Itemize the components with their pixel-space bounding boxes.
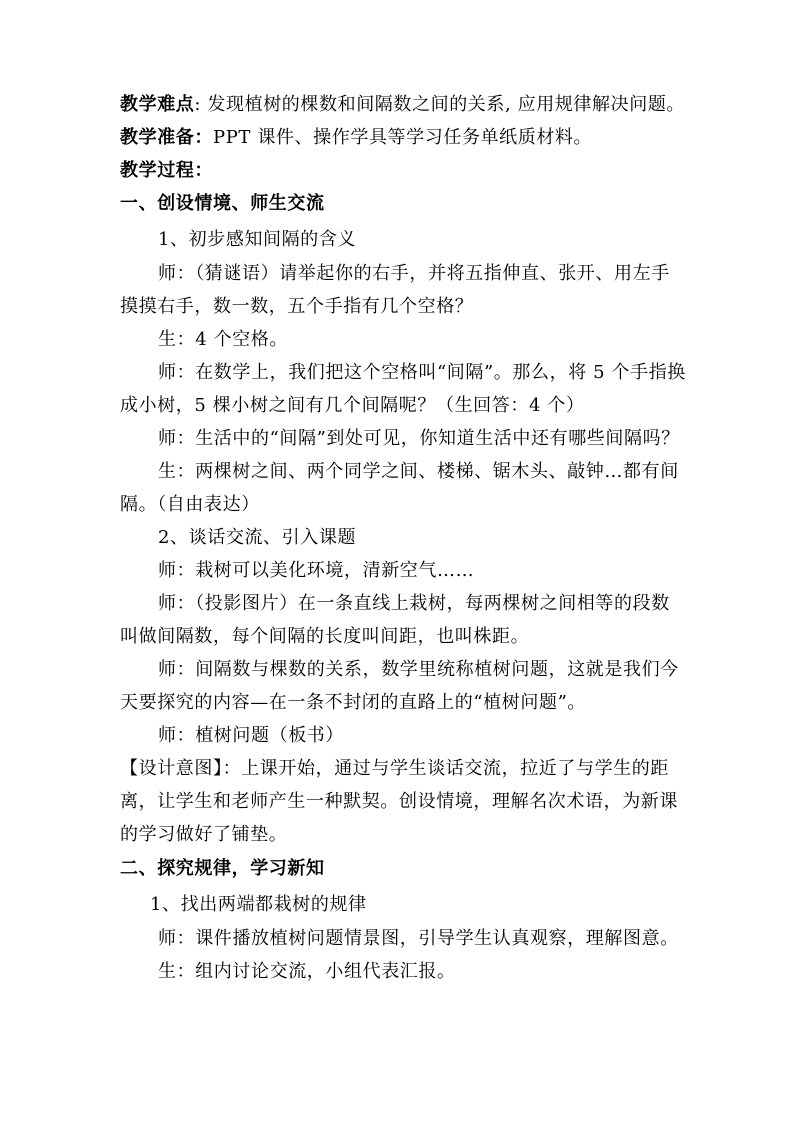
paragraph-line: 师：栽树可以美化环境，清新空气…… <box>158 560 475 581</box>
section1-item2: 2、谈话交流、引入课题 <box>158 527 357 548</box>
section2-heading: 二、探究规律，学习新知 <box>120 858 325 879</box>
paragraph-line: 师：（投影图片）在一条直线上栽树，每两棵树之间相等的段数 <box>158 593 670 614</box>
paragraph-line: 生：两棵树之间、两个同学之间、楼梯、锯木头、敲钟…都有间 <box>158 461 679 482</box>
difficulty-text: : 发现植树的棵数和间隔数之间的关系, 应用规律解决问题。 <box>194 94 686 115</box>
paragraph-line: 叫做间隔数，每个间隔的长度叫间距，也叫株距。 <box>120 626 530 647</box>
paragraph-line: 摸摸右手，数一数，五个手指有几个空格？ <box>120 296 474 317</box>
paragraph-line: 成小树，5 棵小树之间有几个间隔呢？（生回答：4 个） <box>120 395 585 416</box>
paragraph-line: 师：间隔数与棵数的关系，数学里统称植树问题，这就是我们今 <box>158 659 679 680</box>
paragraph-line: 师：（猜谜语）请举起你的右手，并将五指伸直、张开、用左手 <box>158 263 670 284</box>
design-intent-line: 的学习做好了铺垫。 <box>120 824 288 845</box>
difficulty-label: 教学难点 <box>120 94 195 115</box>
paragraph-line: 师：在数学上，我们把这个空格叫“间隔”。那么，将 5 个手指换 <box>158 362 686 383</box>
design-intent-line: 离，让学生和老师产生一种默契。创设情境，理解名次术语，为新课 <box>120 791 678 812</box>
section2-item1: 1、找出两端都栽树的规律 <box>150 894 367 915</box>
paragraph-line: 天要探究的内容—在一条不封闭的直路上的“植树问题”。 <box>120 692 587 713</box>
paragraph-line: 师：植树问题（板书） <box>158 725 344 746</box>
paragraph-line: 生：4 个空格。 <box>158 329 288 350</box>
process-heading: 教学过程： <box>120 160 213 181</box>
teaching-preparation <box>120 126 680 150</box>
prep-label: 教学准备： <box>120 127 213 148</box>
section1-item1: 1、初步感知间隔的含义 <box>158 229 357 250</box>
prep-text: PPT 课件、操作学具等学习任务单纸质材料。 <box>213 127 593 148</box>
paragraph-line: 隔。（自由表达） <box>120 494 260 515</box>
paragraph-line: 师：生活中的“间隔”到处可见，你知道生活中还有哪些间隔吗？ <box>158 428 680 449</box>
teaching-difficulty <box>120 93 686 117</box>
paragraph-line: 师：课件播放植树问题情景图，引导学生认真观察，理解图意。 <box>158 928 679 949</box>
paragraph-line: 生：组内讨论交流，小组代表汇报。 <box>158 961 456 982</box>
design-intent-line: 【设计意图】：上课开始，通过与学生谈话交流，拉近了与学生的距 <box>120 758 669 779</box>
section1-heading: 一、创设情境、师生交流 <box>120 193 325 214</box>
